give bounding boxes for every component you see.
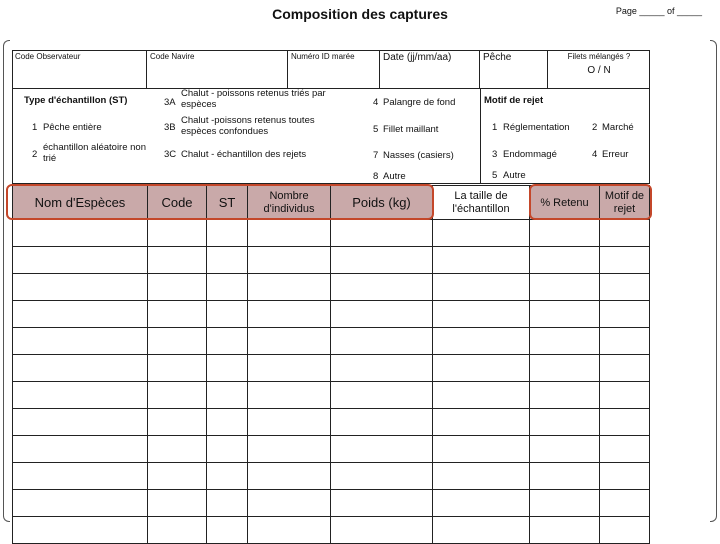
st-label-7: Nasses (casiers) (383, 150, 454, 161)
table-cell[interactable] (433, 355, 530, 382)
table-cell[interactable] (530, 301, 600, 328)
table-cell[interactable] (13, 517, 148, 544)
table-cell[interactable] (331, 382, 433, 409)
table-cell[interactable] (530, 274, 600, 301)
table-cell[interactable] (600, 409, 650, 436)
table-cell[interactable] (13, 382, 148, 409)
table-cell[interactable] (530, 409, 600, 436)
table-cell[interactable] (13, 436, 148, 463)
st-label-3b: Chalut -poissons retenus toutes espèces confondues (181, 115, 315, 137)
table-cell[interactable] (530, 517, 600, 544)
discard-divider (480, 88, 481, 184)
table-cell[interactable] (600, 247, 650, 274)
table-row (13, 436, 650, 463)
table-row (13, 517, 650, 544)
col-count: Nombre d'individus (248, 186, 331, 220)
table-row (13, 409, 650, 436)
table-cell[interactable] (600, 328, 650, 355)
st-code-4: 4 (373, 97, 379, 108)
table-row (13, 490, 650, 517)
col-species-name: Nom d'Espèces (13, 186, 148, 220)
table-cell[interactable] (331, 463, 433, 490)
table-cell[interactable] (207, 328, 248, 355)
col-st: ST (207, 186, 248, 220)
table-row (13, 220, 650, 247)
table-cell[interactable] (207, 382, 248, 409)
st-code-1: 1 (32, 122, 38, 133)
table-cell[interactable] (148, 436, 207, 463)
table-cell[interactable] (248, 328, 331, 355)
col-code: Code (148, 186, 207, 220)
table-cell[interactable] (148, 220, 207, 247)
table-cell[interactable] (331, 301, 433, 328)
mixed-nets-label: Filets mélangés ? (567, 52, 631, 61)
st-label-5: Fillet maillant (383, 124, 439, 135)
table-cell[interactable] (331, 409, 433, 436)
table-cell[interactable] (148, 517, 207, 544)
dr-label-5: Autre (503, 170, 526, 181)
table-cell[interactable] (600, 382, 650, 409)
table-cell[interactable] (207, 517, 248, 544)
table-cell[interactable] (433, 463, 530, 490)
table-cell[interactable] (13, 220, 148, 247)
vessel-code-label: Code Navire (150, 52, 195, 61)
sample-type-heading: Type d'échantillon (ST) (24, 95, 128, 106)
vessel-code-field[interactable] (147, 50, 288, 88)
table-cell[interactable] (600, 436, 650, 463)
dr-label-1: Réglementation (503, 122, 570, 133)
table-cell[interactable] (13, 328, 148, 355)
table-cell[interactable] (248, 382, 331, 409)
table-cell[interactable] (207, 301, 248, 328)
table-cell[interactable] (433, 382, 530, 409)
st-code-2: 2 (32, 149, 38, 160)
dr-code-5: 5 (492, 170, 498, 181)
col-sample-size: La taille de l'échantillon (433, 186, 530, 220)
table-cell[interactable] (248, 301, 331, 328)
col-retained-percent: % Retenu (530, 186, 600, 220)
table-cell[interactable] (530, 436, 600, 463)
table-cell[interactable] (331, 517, 433, 544)
date-label: Date (jj/mm/aa) (383, 52, 452, 63)
table-cell[interactable] (331, 436, 433, 463)
observer-code-field[interactable] (12, 50, 147, 88)
table-cell[interactable] (207, 436, 248, 463)
table-cell[interactable] (207, 409, 248, 436)
table-cell[interactable] (13, 301, 148, 328)
table-cell[interactable] (148, 382, 207, 409)
table-cell[interactable] (13, 274, 148, 301)
table-cell[interactable] (248, 247, 331, 274)
dr-code-4: 4 (592, 149, 598, 160)
catch-table (12, 185, 650, 544)
table-cell[interactable] (530, 247, 600, 274)
table-cell[interactable] (13, 355, 148, 382)
table-cell[interactable] (248, 463, 331, 490)
st-label-4: Palangre de fond (383, 97, 456, 108)
table-cell[interactable] (13, 490, 148, 517)
table-cell[interactable] (207, 247, 248, 274)
dr-code-1: 1 (492, 122, 498, 133)
table-row (13, 382, 650, 409)
st-code-3a: 3A (164, 97, 176, 108)
dr-label-4: Erreur (602, 149, 629, 160)
table-cell[interactable] (331, 490, 433, 517)
table-cell[interactable] (600, 490, 650, 517)
mixed-nets-options[interactable]: O / N (587, 65, 611, 76)
st-label-1: Pêche entière (43, 122, 102, 133)
table-cell[interactable] (148, 463, 207, 490)
table-row (13, 463, 650, 490)
col-discard-reason: Motif de rejet (600, 186, 650, 220)
discard-reason-heading: Motif de rejet (484, 95, 544, 106)
table-cell[interactable] (600, 517, 650, 544)
table-cell[interactable] (530, 328, 600, 355)
table-cell[interactable] (331, 355, 433, 382)
st-code-3c: 3C (164, 149, 177, 160)
table-cell[interactable] (433, 409, 530, 436)
dr-label-3: Endommagé (503, 149, 557, 160)
table-cell[interactable] (331, 328, 433, 355)
table-cell[interactable] (148, 490, 207, 517)
table-cell[interactable] (207, 463, 248, 490)
highlight-box-left (6, 184, 434, 220)
table-cell[interactable] (433, 247, 530, 274)
table-cell[interactable] (530, 463, 600, 490)
st-code-5: 5 (373, 124, 379, 135)
table-cell[interactable] (530, 490, 600, 517)
table-cell[interactable] (148, 301, 207, 328)
table-cell[interactable] (13, 247, 148, 274)
st-label-3c: Chalut - échantillon des rejets (181, 149, 307, 160)
table-cell[interactable] (331, 220, 433, 247)
observer-code-label: Code Observateur (15, 52, 81, 61)
st-label-2: échantillon aléatoire non trié (43, 142, 146, 164)
form-title: Composition des captures (272, 6, 448, 22)
st-code-7: 7 (373, 150, 379, 161)
table-row (13, 301, 650, 328)
dr-code-2: 2 (592, 122, 598, 133)
table-row (13, 328, 650, 355)
st-label-8: Autre (383, 171, 406, 182)
table-cell[interactable] (600, 274, 650, 301)
mixed-nets-field[interactable] (548, 50, 650, 88)
table-cell[interactable] (600, 220, 650, 247)
table-cell[interactable] (530, 355, 600, 382)
table-cell[interactable] (433, 274, 530, 301)
tide-number-field[interactable] (288, 50, 380, 88)
st-label-3a: Chalut - poissons retenus triés par espèces (181, 88, 326, 110)
table-cell[interactable] (248, 355, 331, 382)
table-cell[interactable] (600, 301, 650, 328)
table-cell[interactable] (433, 436, 530, 463)
table-row (13, 247, 650, 274)
table-cell[interactable] (600, 463, 650, 490)
table-cell[interactable] (433, 220, 530, 247)
table-cell[interactable] (148, 409, 207, 436)
table-cell[interactable] (207, 355, 248, 382)
table-cell[interactable] (530, 220, 600, 247)
table-cell[interactable] (433, 328, 530, 355)
st-code-3b: 3B (164, 122, 176, 133)
table-cell[interactable] (248, 490, 331, 517)
table-cell[interactable] (433, 490, 530, 517)
highlight-box-right (529, 184, 652, 220)
left-bracket (3, 40, 10, 522)
table-cell[interactable] (248, 409, 331, 436)
table-cell[interactable] (148, 274, 207, 301)
table-row (13, 355, 650, 382)
col-weight: Poids (kg) (331, 186, 433, 220)
table-cell[interactable] (207, 274, 248, 301)
table-cell[interactable] (530, 382, 600, 409)
dr-code-3: 3 (492, 149, 498, 160)
st-code-8: 8 (373, 171, 379, 182)
fishing-field[interactable] (480, 50, 548, 88)
table-cell[interactable] (207, 490, 248, 517)
date-field[interactable] (380, 50, 480, 88)
table-cell[interactable] (248, 220, 331, 247)
table-cell[interactable] (13, 409, 148, 436)
table-cell[interactable] (207, 220, 248, 247)
table-cell[interactable] (248, 436, 331, 463)
fishing-label: Pêche (483, 52, 512, 63)
table-cell[interactable] (600, 355, 650, 382)
table-cell[interactable] (148, 328, 207, 355)
right-bracket (710, 40, 717, 522)
table-cell[interactable] (148, 355, 207, 382)
table-cell[interactable] (13, 463, 148, 490)
page-of-field[interactable]: Page _____ of _____ (615, 6, 702, 16)
table-cell[interactable] (433, 517, 530, 544)
tide-number-label: Numéro ID marée (291, 52, 355, 61)
table-cell[interactable] (331, 274, 433, 301)
table-cell[interactable] (331, 247, 433, 274)
table-cell[interactable] (248, 517, 331, 544)
table-cell[interactable] (433, 301, 530, 328)
table-cell[interactable] (148, 247, 207, 274)
dr-label-2: Marché (602, 122, 634, 133)
table-cell[interactable] (248, 274, 331, 301)
table-row (13, 274, 650, 301)
